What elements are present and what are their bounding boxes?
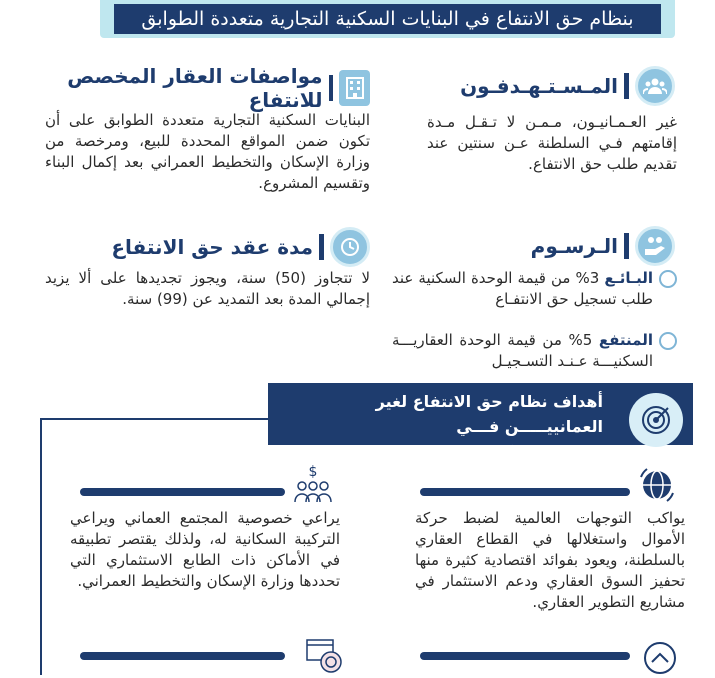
property-title: مواصفات العقار المخصص للانتفاع <box>67 64 323 112</box>
beneficiary-label: المنتفع <box>598 331 653 349</box>
svg-text:$: $ <box>308 464 318 480</box>
goal2-body: يراعي خصوصية المجتمع العماني ويراعي التركيبة السكانية له، ولذلك يقتصر تطبيقه في الأماكن ذات الطابع الاستثماري التي تحددها وزارة الإسكان والتخطيط العمراني. <box>70 509 340 590</box>
person-icon <box>659 332 677 350</box>
connector-line <box>40 420 42 675</box>
fee-beneficiary <box>392 330 677 372</box>
clock-gear-icon <box>330 227 370 267</box>
title-bar <box>329 75 334 101</box>
fees-section-title <box>531 226 675 266</box>
property-body: البنايات السكنية التجارية متعددة الطوابق على أن تكون ضمن المواقع المحددة للبيع، ومرخصة من وزارة الإسكان والتخطيط العمراني بعد إكمال البناء وتقسيم المشروع. <box>45 111 370 192</box>
goals-title-line2: المباني السكنية التجارية متعـددة الطــوابــق <box>351 442 603 486</box>
goal-divider <box>80 652 285 660</box>
globe-icon <box>635 463 679 511</box>
duration-title: مدة عقد حق الانتفاع <box>111 235 313 259</box>
fee-seller <box>392 268 677 310</box>
title-bar <box>624 73 629 99</box>
banner-title: بنظام حق الانتفاع في البنايات السكنية التجارية متعددة الطوابق <box>114 4 661 34</box>
duration-section-title <box>111 227 370 267</box>
community-icon <box>290 462 336 510</box>
seller-text: 3% من قيمة الوحدة السكنية عند طلب تسجيل حق الانتفـاع <box>392 269 653 308</box>
building-icon <box>339 70 370 106</box>
fees-title: الـرسـوم <box>530 234 618 258</box>
hand-coins-icon <box>635 226 675 266</box>
goal-divider <box>420 652 630 660</box>
duration-body: لا تتجاوز (50) سنة، ويجوز تجديدها على ألا يزيد إجمالي المدة بعد التمديد عن (99) سنة. <box>45 269 370 308</box>
target-section-title <box>460 66 675 106</box>
goal-divider <box>420 488 630 496</box>
seller-label: البـائـع <box>604 269 653 287</box>
goal1-body: يواكب التوجهات العالمية لضبط حركة الأموال واستغلالها في القطاع العقاري بالسلطنة، ويعود بفوائد اقتصادية كثيرة منها تحفيز السوق العقاري ودعم الاستثمار في مشاريع التطوير العقاري. <box>415 509 685 611</box>
beneficiary-text: 5% من قيمة الوحدة العقاريـــة السكنيـــة عـنـد التسـجيـل <box>392 331 653 370</box>
browser-target-icon <box>305 638 345 678</box>
goal-divider <box>80 488 285 496</box>
target-icon <box>629 393 683 447</box>
target-title: المـسـتـهـدفـون <box>460 74 618 98</box>
title-bar <box>624 233 629 259</box>
connector-line <box>40 418 270 420</box>
growth-house-icon <box>640 638 680 678</box>
top-banner <box>100 0 675 38</box>
property-section-title <box>0 64 370 112</box>
goals-title-line1: أهداف نظام حق الانتفاع لغير العمانييـــــن فـــي <box>375 392 603 436</box>
people-group-icon <box>635 66 675 106</box>
goals-banner <box>268 383 693 486</box>
target-body: غير العـمـانيـون، مـمـن لا تـقـل مـدة إقامتهم فـي السلطنة عـن سنتين عند تقديم طلب حق الانتفاع. <box>427 113 677 173</box>
person-icon <box>659 270 677 288</box>
title-bar <box>319 234 324 260</box>
